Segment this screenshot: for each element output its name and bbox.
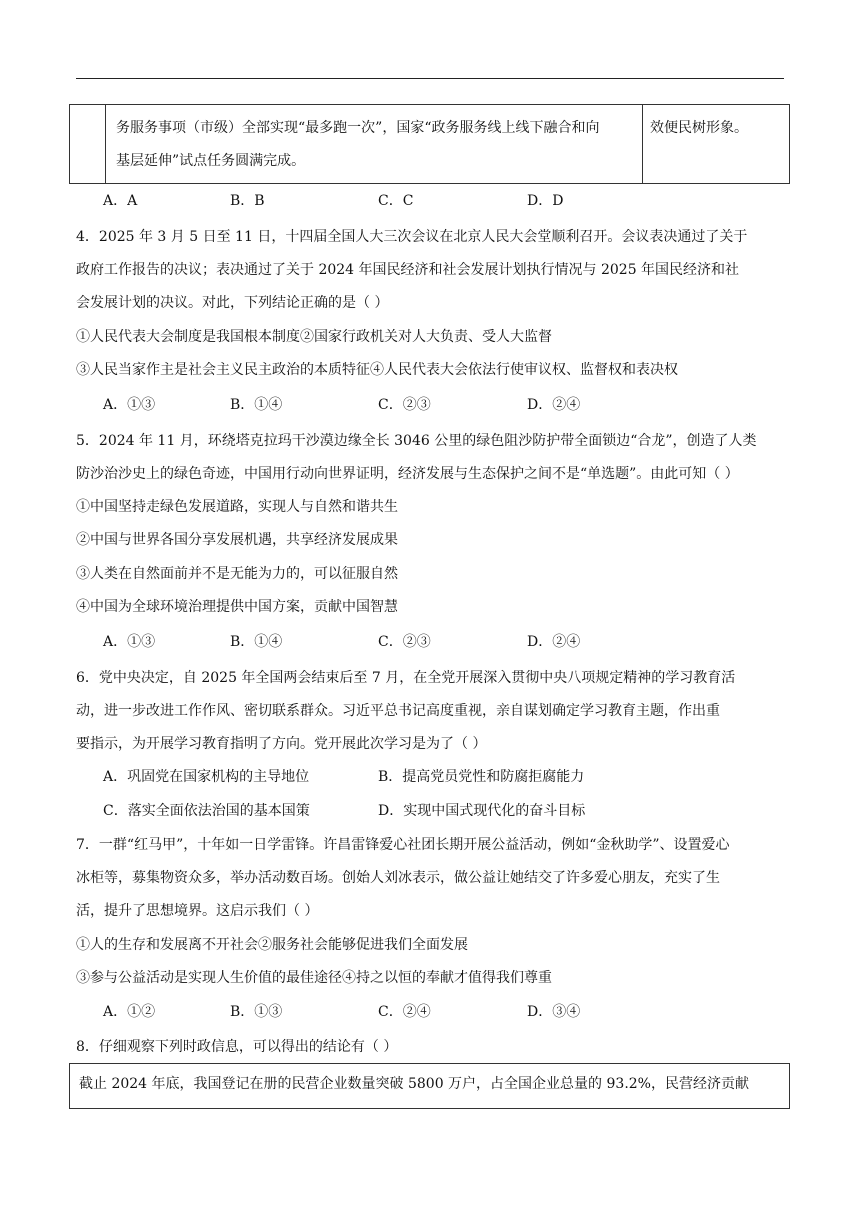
q6-stem-line-3: 要指示，为开展学习教育指明了方向。党开展此次学习是为了（ ） <box>76 736 487 752</box>
q7-statement-line-2: ③参与公益活动是实现人生价值的最佳途径④持之以恒的奉献才值得我们尊重 <box>76 970 552 986</box>
q4-option-c[interactable]: C．②③ <box>378 397 431 413</box>
q4-statement-line-1: ①人民代表大会制度是我国根本制度②国家行政机关对人大负责、受人大监督 <box>76 329 552 345</box>
q5-stem-line-2: 防沙治沙史上的绿色奇迹，中国用行动向世界证明，经济发展与生态保护之间不是“单选题”。由此可知（ ） <box>76 466 739 482</box>
q7-option-c[interactable]: C．②④ <box>378 1004 431 1020</box>
table-divider <box>642 105 643 183</box>
q4-stem-line-3: 会发展计划的决议。对此，下列结论正确的是（ ） <box>76 295 389 311</box>
q5-statement-1: ①中国坚持走绿色发展道路，实现人与自然和谐共生 <box>76 499 398 515</box>
table-text-line-2: 基层延伸”试点任务圆满完成。 <box>116 153 306 169</box>
q3-option-a[interactable]: A．A <box>103 193 138 209</box>
q7-statement-line-1: ①人的生存和发展离不开社会②服务社会能够促进我们全面发展 <box>76 937 468 953</box>
table-text-line-1: 务服务事项（市级）全部实现“最多跑一次”，国家“政务服务线上线下融合和向 <box>116 120 600 136</box>
q7-stem-line-3: 活，提升了思想境界。这启示我们（ ） <box>76 903 319 919</box>
q6-stem-line-2: 动，进一步改进工作作风、密切联系群众。习近平总书记高度重视，亲自谋划确定学习教育主题，作出重 <box>76 703 720 719</box>
q5-option-b[interactable]: B．①④ <box>230 634 283 650</box>
q7-stem-line-2: 冰柜等，募集物资众多，举办活动数百场。创始人刘冰表示，做公益让她结交了许多爱心朋友，充实了生 <box>76 870 720 886</box>
q5-stem-line-1: 5．2024 年 11 月，环绕塔克拉玛干沙漠边缘全长 3046 公里的绿色阻沙防护带全面锁边“合龙”，创造了人类 <box>76 433 757 449</box>
q5-option-c[interactable]: C．②③ <box>378 634 431 650</box>
q6-option-d[interactable]: D．实现中国式现代化的奋斗目标 <box>378 803 586 819</box>
q6-stem-line-1: 6．党中央决定，自 2025 年全国两会结束后至 7 月，在全党开展深入贯彻中央八项规定精神的学习教育活 <box>76 670 736 686</box>
q5-option-d[interactable]: D．②④ <box>527 634 581 650</box>
q8-stem: 8．仔细观察下列时政信息，可以得出的结论有（ ） <box>76 1039 398 1055</box>
q7-option-a[interactable]: A．①② <box>103 1004 156 1020</box>
table-index-cell <box>70 105 106 183</box>
q4-stem-line-2: 政府工作报告的决议；表决通过了关于 2024 年国民经济和社会发展计划执行情况与 2025 年国民经济和社 <box>76 262 740 278</box>
q7-option-d[interactable]: D．③④ <box>527 1004 581 1020</box>
q4-stem-line-1: 4．2025 年 3 月 5 日至 11 日，十四届全国人大三次会议在北京人民大会堂顺利召开。会议表决通过了关于 <box>76 229 748 245</box>
q4-option-a[interactable]: A．①③ <box>103 397 156 413</box>
q8-info-text: 截止 2024 年底，我国登记在册的民营企业数量突破 5800 万户，占全国企业总量的 93.2%，民营经济贡献 <box>79 1076 749 1092</box>
table-right-cell-text: 效便民树形象。 <box>650 120 748 136</box>
q3-option-c[interactable]: C．C <box>378 193 414 209</box>
q6-option-c[interactable]: C．落实全面依法治国的基本国策 <box>103 803 310 819</box>
q6-option-a[interactable]: A．巩固党在国家机构的主导地位 <box>103 769 310 785</box>
q7-option-b[interactable]: B．①③ <box>230 1004 283 1020</box>
q4-statement-line-2: ③人民当家作主是社会主义民主政治的本质特征④人民代表大会依法行使审议权、监督权和表决权 <box>76 362 678 378</box>
q5-statement-3: ③人类在自然面前并不是无能为力的，可以征服自然 <box>76 566 398 582</box>
q3-option-b[interactable]: B．B <box>230 193 265 209</box>
info-table <box>69 104 790 184</box>
header-rule <box>76 78 784 79</box>
q5-statement-4: ④中国为全球环境治理提供中国方案，贡献中国智慧 <box>76 599 398 615</box>
q4-option-d[interactable]: D．②④ <box>527 397 581 413</box>
q3-option-d[interactable]: D．D <box>527 193 564 209</box>
q7-stem-line-1: 7．一群“红马甲”，十年如一日学雷锋。许昌雷锋爱心社团长期开展公益活动，例如“金秋助学”、设置爱心 <box>76 837 730 853</box>
q5-statement-2: ②中国与世界各国分享发展机遇，共享经济发展成果 <box>76 532 398 548</box>
q4-option-b[interactable]: B．①④ <box>230 397 283 413</box>
q6-option-b[interactable]: B．提高党员党性和防腐拒腐能力 <box>378 769 585 785</box>
q5-option-a[interactable]: A．①③ <box>103 634 156 650</box>
